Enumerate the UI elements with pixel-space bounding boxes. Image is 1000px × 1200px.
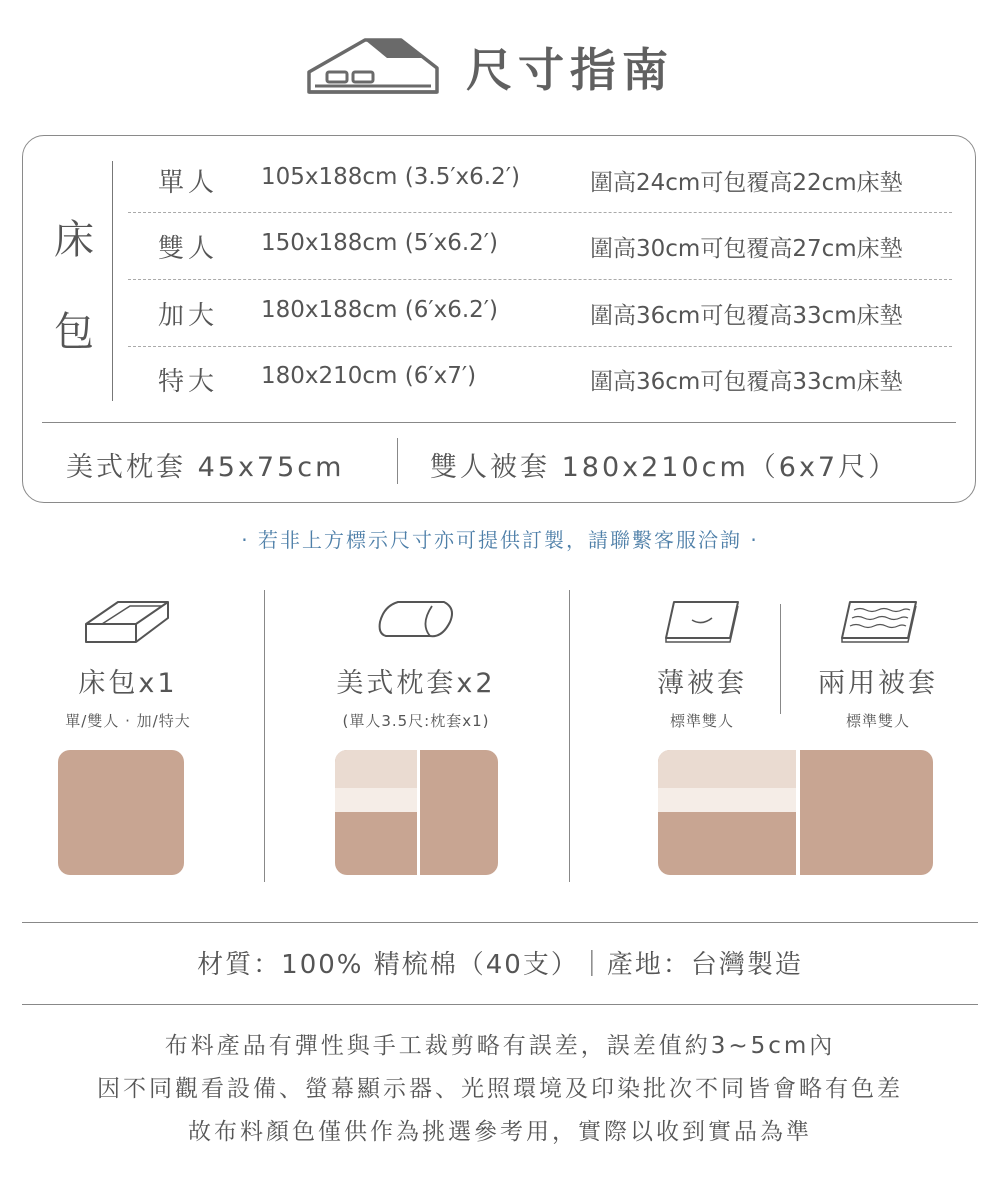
size-note: 圍高30cm可包覆高27cm床墊 [590,236,903,262]
product-label-thin-duvet: 薄被套 [657,668,747,699]
product-label-sheet: 床包x1 [78,668,178,699]
bed-house-icon [305,36,441,96]
swatch-stripe [658,788,796,812]
disclaimer-line: 故布料顏色僅供作為挑選參考用，實際以收到實品為準 [188,1119,812,1145]
size-note: 圍高24cm可包覆高22cm床墊 [590,170,903,196]
footer-divider [397,438,398,484]
custom-order-note: · 若非上方標示尺寸亦可提供訂製，請聯繫客服洽詢 · [241,528,759,552]
size-dimensions: 180x210cm (6′x7′) [261,363,477,389]
duvet-size: 雙人被套 180x210cm（6x7尺） [430,452,899,483]
size-name: 單人 [158,168,219,198]
column-divider [569,590,570,882]
size-row-single [128,148,952,212]
size-row-double [128,214,952,278]
category-divider [112,161,113,401]
disclaimer-line: 布料產品有彈性與手工裁剪略有誤差，誤差值約3~5cm內 [164,1033,836,1059]
material-origin: 材質：100% 精梳棉（40支）｜產地：台灣製造 [197,950,803,980]
row-divider [128,212,952,213]
size-dimensions: 150x188cm (5′x6.2′) [261,230,498,256]
swatch-stripe [335,788,417,812]
row-divider [128,279,952,280]
product-label-pillow: 美式枕套x2 [336,668,496,699]
page-title: 尺寸指南 [466,43,674,97]
fabric-swatch-sheet [58,750,184,875]
pillow-icon [376,598,458,640]
quilted-blanket-icon [838,598,920,644]
size-dimensions: 105x188cm (3.5′x6.2′) [261,164,520,190]
thin-quilt-icon [662,598,742,644]
material-top-rule [22,922,978,923]
category-char-bed: 床 [54,217,94,263]
product-sub-sheet: 單/雙人 · 加/特大 [65,712,191,730]
product-sub-dual-duvet: 標準雙人 [845,712,910,730]
fabric-swatch-pillow [335,750,498,875]
swatch-separator [417,750,420,875]
mattress-icon [82,598,172,646]
size-name: 雙人 [158,234,219,264]
size-row-queen [128,281,952,345]
size-name: 加大 [158,301,219,331]
size-note: 圍高36cm可包覆高33cm床墊 [590,369,903,395]
size-name: 特大 [158,367,219,397]
product-label-dual-duvet: 兩用被套 [818,668,938,699]
size-dimensions: 180x188cm (6′x6.2′) [261,297,498,323]
column-divider [264,590,265,882]
fabric-swatch-duvet [658,750,933,875]
product-sub-pillow: (單人3.5尺:枕套x1) [342,712,490,730]
category-char-wrap: 包 [54,309,94,355]
disclaimer-line: 因不同觀看設備、螢幕顯示器、光照環境及印染批次不同皆會略有色差 [97,1076,903,1102]
box-divider [42,422,956,423]
size-row-king [128,347,952,411]
product-sub-thin-duvet: 標準雙人 [669,712,734,730]
material-bottom-rule [22,1004,978,1005]
swatch-stripe [658,750,796,788]
swatch-stripe [335,750,417,788]
swatch-separator [796,750,800,875]
pillowcase-size: 美式枕套 45x75cm [66,452,345,483]
size-note: 圍高36cm可包覆高33cm床墊 [590,303,903,329]
